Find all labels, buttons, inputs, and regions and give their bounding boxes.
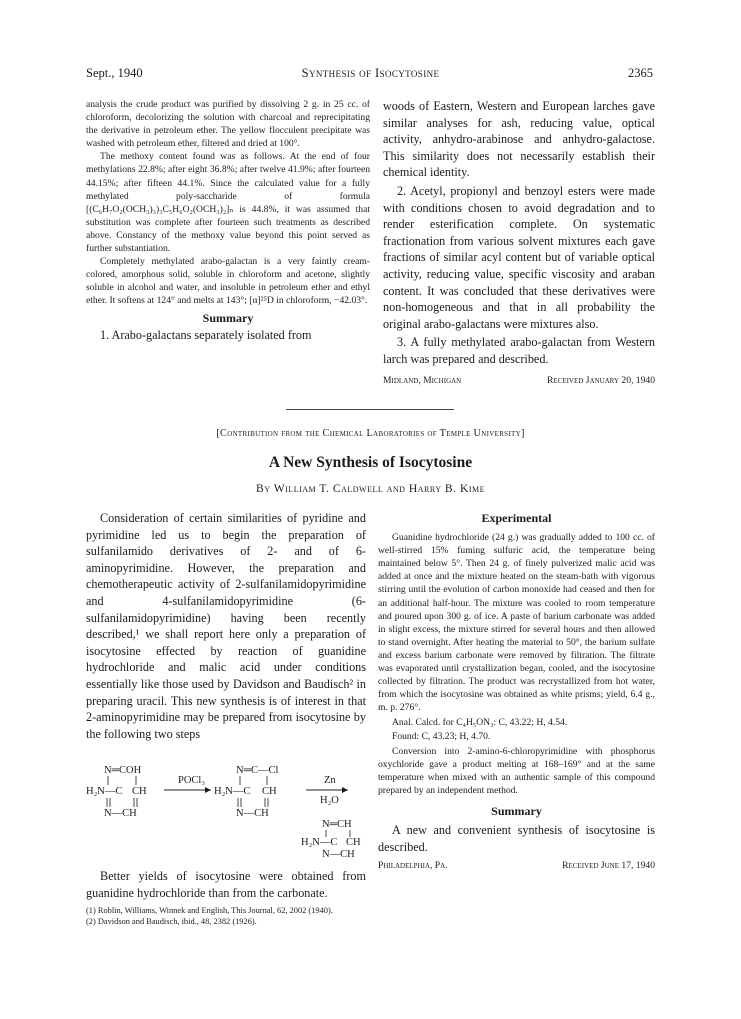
article-title: A New Synthesis of Isocytosine [268,454,473,471]
reagent-pocl3: POCl₃ [178,775,206,786]
paragraph: Better yields of isocytosine were obtained from guanidine hydrochloride than from the carbonate. [86,869,366,900]
contribution-line: [Contribution from the Chemical Laboratories of Temple University] [216,428,525,439]
reaction-scheme [86,763,376,863]
struct1-mid-left: H₂N—C [86,786,123,797]
running-title: Synthesis of Isocytosine [301,66,440,80]
struct2-mid-right: CH [262,786,277,797]
paragraph: Conversion into 2-amino-6-chloropyrimidine with phosphorus oxychloride gave a product melting at 168–169° and at the same temperature when mixed with an authentic sample of this compound prepared by an independent method. [378,745,655,796]
page-number: 2365 [628,66,653,80]
struct2-top: N═C—Cl [236,765,279,776]
received-date: Received June 17, 1940 [562,860,655,872]
paragraph: woods of Eastern, Western and European larches gave similar analyses for ash, reducing value, optical activity, anhydro-arabinose and anhydro-galactose. This similarity does not necessarily establish their chemical identity. [383,99,655,180]
struct3-top: N═CH [322,819,352,830]
footnote-2: (2) Davidson and Baudisch, ibid., 48, 2382 (1926). [86,917,257,927]
summary-item: 3. A fully methylated arabo-galactan from Western larch was prepared and described. [383,335,655,366]
summary-text: A new and convenient synthesis of isocytosine is described. [378,823,655,854]
reaction-scheme-svg [86,763,376,858]
summary-item: 2. Acetyl, propionyl and benzoyl esters were made with conditions chosen to avoid degradation and to render esterification complete. On systematic fractionation from various solvent mixtures each gave fractions of similar acyl content but of variable optical activity, reducing value, specific viscosity and araban content. It was concluded that these derivatives were non-homogeneous and that in all probability the original arabo-galactans were mixtures also. [383,183,655,331]
struct3-mid-right: CH [346,837,361,848]
reagent-zn: Zn [324,775,336,786]
summary-heading: Summary [202,310,254,325]
struct2-mid-left: H₂N—C [214,786,251,797]
received-date: Received January 20, 1940 [546,374,655,386]
struct1-bottom: N—CH [104,808,137,819]
paragraph: analysis the crude product was purified by dissolving 2 g. in 25 cc. of chloroform, decolorizing the solution with charcoal and reprecipitating the derivative in petroleum ether. The yellow flocculent precipitate was washed with petroleum ether, filtered and dried at 100°. [86,99,370,150]
article-right-column [378,512,655,872]
struct3-mid-left: H₂N—C [301,837,338,848]
struct1-top: N═COH [104,765,142,776]
paragraph: The methoxy content found was as follows. At the end of four methylations 22.8%; after eight 36.8%; after twelve 41.9%; after fourteen 44.15%; after fifteen 44.1%. Since the calculated value for a fully methylated poly-saccharide of formula [(C₆H₇O₂(OCH₃)₃)₃C₅H₆O₂(OCH₃)₂]ₙ is 44.8%, it was assumed that substitution was complete after fourteen such treatments as described above. Constancy of the methoxy value beyond this point served as further substantiation. [86,151,370,255]
place: Philadelphia, Pa. [378,860,448,872]
analysis-found: Found: C, 43.23; H, 4.70. [392,730,491,742]
paragraph: Guanidine hydrochloride (24 g.) was gradually added to 100 cc. of well-stirred 15% fuming sulfuric acid, the temperature being maintained below 5°. Then 24 g. of finely pulverized malic acid was added at once and the mixture heated on the steam-bath with vigorous stirring until the evolution of carbon monoxide had ceased and then for an additional half-hour. The mixture was cooled to room temperature and poured upon 300 g. of ice. A paste of barium carbonate was added in slight excess, the mixture stirred for several hours and then allowed to stand overnight. After heating the material to 50°, the barium sulfate and excess barium carbonate were removed by filtration. The filtrate was evaporated until crystallization began, cooled, and the isocytosine collected by filtration. The product was recrystallized from hot water, from which the isocytosine was obtained as white prisms; yield, 6.4 g., m. p. 276°. [378,532,655,714]
authors: By William T. Caldwell and Harry B. Kime [256,482,485,495]
reagent-water: H₂O [320,795,339,806]
footnote-1: (1) Roblin, Williams, Winnek and English, This Journal, 62, 2002 (1940). [86,906,333,916]
issue-date: Sept., 1940 [86,66,143,80]
struct3-bottom: N—CH [322,849,355,858]
place: Midland, Michigan [383,374,462,386]
analysis-calculated: Anal. Calcd. for C₄H₅ON₃: C, 43.22; H, 4.54. [392,717,568,729]
struct2-bottom: N—CH [236,808,269,819]
paragraph: Completely methylated arabo-galactan is a very faintly cream-colored, amorphous solid, soluble in chloroform and acetone, slightly soluble in alcohol and water, and insoluble in petroleum ether and ethyl ether. It softens at 124° and melts at 143°; [α]²⁵D in chloroform, −42.03°. [86,256,370,307]
article-left-column [86,510,366,742]
summary-heading: Summary [491,803,542,818]
separator-rule [286,409,454,410]
article-left-column-bottom [86,868,366,927]
prev-article-right-column [383,98,655,389]
experimental-heading: Experimental [481,511,552,525]
paragraph: Consideration of certain similarities of pyridine and pyrimidine led us to begin the preparation of sulfanilamido derivatives of 2- and of 6-aminopyrimidine. However, the preparation and chemotherapeutic activity of 2-sulfanilamidopyrimidine and 4-sulfanilamidopyrimidine (6-sulfanilamidopyrimidine) having been recently described,¹ we shall report here only a preparation of isocytosine effected by reaction of guanidine hydrochloride and malic acid under conditions essentially like those used by Davidson and Baudisch² in preparing uracil. This new synthesis is of interest in that 2-aminopyrimidine may be prepared from isocytosine by the following two steps [86,511,366,741]
prev-article-left-column [86,98,370,343]
summary-item: 1. Arabo-galactans separately isolated from [100,327,312,342]
struct1-mid-right: CH [132,786,147,797]
